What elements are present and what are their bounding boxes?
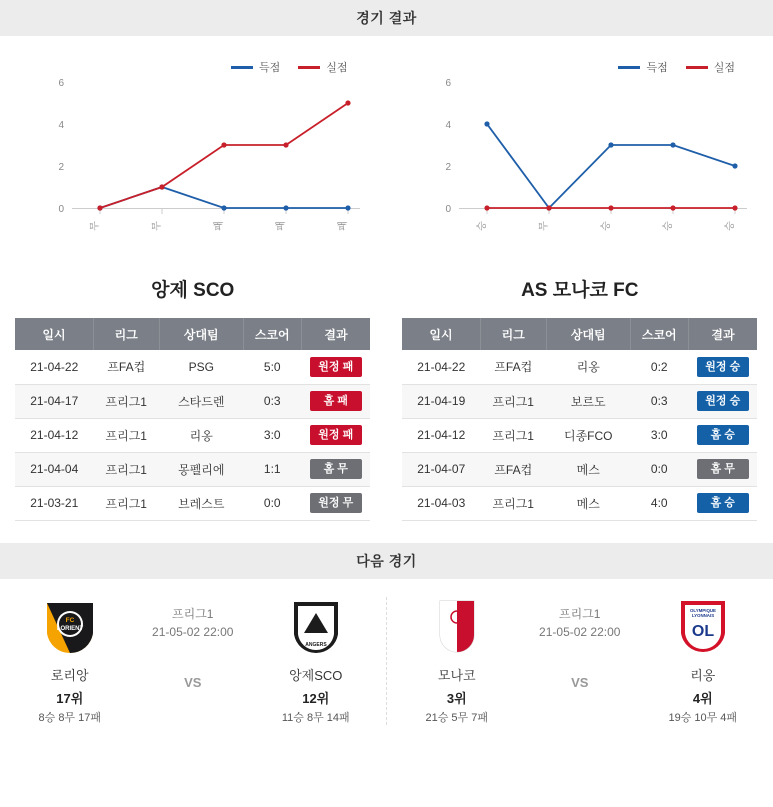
- svg-text:2: 2: [58, 162, 64, 173]
- legend-label-conceded: 실점: [326, 62, 348, 74]
- cell-date: 21-03-21: [15, 486, 93, 520]
- lorient-crest-icon: [41, 597, 99, 655]
- next-match-1-home-name: 로리앙: [50, 667, 89, 683]
- svg-text:FC: FC: [65, 616, 75, 624]
- next-match-2-info: [521, 597, 639, 690]
- svg-text:6: 6: [444, 78, 451, 89]
- cell-date: 21-04-19: [402, 384, 480, 418]
- chart-legend-right: [387, 36, 773, 76]
- cell-result: [301, 384, 370, 418]
- next-match-1-info: [134, 597, 252, 690]
- status-badge: 홈 무: [697, 459, 749, 479]
- chart-legend-left: [0, 36, 386, 76]
- svg-text:승: 승: [724, 221, 736, 231]
- th-date: 일시: [402, 318, 480, 350]
- cell-league: 프리그1: [480, 418, 546, 452]
- status-badge: 원정 패: [310, 357, 362, 377]
- results-panels: [0, 36, 773, 521]
- legend-item-scored-left: [231, 59, 280, 75]
- table-row[interactable]: [402, 350, 757, 384]
- svg-text:2: 2: [444, 162, 451, 173]
- series-conceded-points-left: [97, 100, 350, 210]
- next-match-1: [0, 597, 387, 725]
- cell-result: [301, 350, 370, 384]
- team-title-left: 앙제 SCO: [151, 280, 235, 301]
- cell-date: 21-04-12: [15, 418, 93, 452]
- legend-label-scored: 득점: [258, 62, 281, 74]
- next-match-1-away-name: 앙제SCO: [289, 667, 343, 683]
- cell-opponent: PSG: [159, 350, 243, 384]
- status-badge: 원정 승: [697, 391, 749, 411]
- cell-date: 21-04-22: [402, 350, 480, 384]
- cell-result: [688, 350, 757, 384]
- cell-score: 5:0: [243, 350, 301, 384]
- svg-text:패: 패: [214, 221, 225, 231]
- status-badge: 원정 패: [310, 425, 362, 445]
- next-match-2-vs: VS: [571, 674, 589, 690]
- cell-result: [301, 418, 370, 452]
- table-row[interactable]: [15, 486, 370, 520]
- panel-angers: [0, 36, 387, 521]
- cell-league: 프FA컵: [93, 350, 159, 384]
- status-badge: 홈 무: [310, 459, 362, 479]
- legend-line-conceded-icon: [686, 66, 708, 69]
- svg-text:LYONNAIS: LYONNAIS: [691, 612, 714, 618]
- table-row[interactable]: [15, 384, 370, 418]
- cell-league: 프리그1: [480, 384, 546, 418]
- next-match-2-away-rank: 4위: [692, 690, 713, 706]
- table-row[interactable]: [402, 384, 757, 418]
- cell-score: 1:1: [243, 452, 301, 486]
- next-match-1-home-record: 8승 8무 17패: [38, 711, 101, 724]
- chart-y-axis-right: [445, 78, 451, 215]
- results-header-label: 경기 결과: [356, 10, 417, 26]
- cell-league: 프리그1: [93, 486, 159, 520]
- cell-date: 21-04-07: [402, 452, 480, 486]
- next-match-1-away-record: 11승 8무 14패: [281, 711, 350, 724]
- cell-league: 프FA컵: [480, 452, 546, 486]
- match-table-right: [402, 318, 757, 521]
- monaco-crest-icon: [428, 597, 486, 655]
- cell-score: 3:0: [243, 418, 301, 452]
- svg-text:0: 0: [58, 204, 64, 215]
- status-badge: 원정 무: [310, 493, 362, 513]
- cell-date: 21-04-04: [15, 452, 93, 486]
- cell-date: 21-04-12: [402, 418, 480, 452]
- svg-text:LORIENT: LORIENT: [56, 625, 83, 632]
- svg-text:OL: OL: [691, 622, 714, 640]
- th-result: 결과: [301, 318, 370, 350]
- table-row[interactable]: [402, 418, 757, 452]
- th-result: 결과: [688, 318, 757, 350]
- next-match-1-vs: VS: [184, 674, 202, 690]
- cell-score: 0:3: [630, 384, 688, 418]
- series-scored-line-right: [487, 124, 735, 208]
- results-section-header: [0, 0, 773, 36]
- cell-score: 4:0: [630, 486, 688, 520]
- status-badge: 홈 패: [310, 391, 362, 411]
- legend-item-conceded-right: [686, 59, 735, 75]
- next-match-1-league: 프리그1: [172, 606, 214, 621]
- status-badge: 홈 승: [697, 425, 749, 445]
- match-table-left: [15, 318, 370, 521]
- legend-label-scored: 득점: [646, 62, 668, 74]
- cell-result: [688, 384, 757, 418]
- table-row[interactable]: [15, 350, 370, 384]
- next-match-2-time: 21-05-02 22:00: [539, 624, 621, 639]
- team-title-right: AS 모나코 FC: [521, 280, 639, 301]
- next-match-1-time: 21-05-02 22:00: [152, 624, 234, 639]
- legend-item-conceded-left: [298, 59, 347, 75]
- next-match-1-away-rank: 12위: [302, 690, 330, 706]
- legend-line-scored-icon: [231, 66, 253, 69]
- svg-text:0: 0: [444, 204, 451, 215]
- svg-text:무: 무: [90, 221, 101, 231]
- status-badge: 원정 승: [697, 357, 749, 377]
- cell-date: 21-04-17: [15, 384, 93, 418]
- th-opponent: 상대팀: [159, 318, 243, 350]
- table-row[interactable]: [15, 452, 370, 486]
- cell-opponent: 몽펠리에: [159, 452, 243, 486]
- cell-result: [688, 418, 757, 452]
- cell-opponent: 메스: [546, 452, 630, 486]
- svg-text:승: 승: [476, 221, 488, 231]
- cell-score: 3:0: [630, 418, 688, 452]
- legend-line-conceded-icon: [298, 66, 320, 69]
- cell-opponent: 브레스트: [159, 486, 243, 520]
- th-league: 리그: [93, 318, 159, 350]
- next-match-2-away-record: 19승 10무 4패: [668, 711, 738, 724]
- next-match-2-away[interactable]: [639, 597, 767, 725]
- svg-text:ANGERS: ANGERS: [305, 641, 327, 648]
- next-header-label: 다음 경기: [356, 552, 417, 569]
- panel-monaco: [387, 36, 773, 521]
- cell-opponent: 보르도: [546, 384, 630, 418]
- legend-item-scored-right: [618, 59, 667, 75]
- next-match-1-home[interactable]: [6, 597, 134, 725]
- svg-text:무: 무: [538, 221, 550, 231]
- svg-text:OLYMPIQUE: OLYMPIQUE: [689, 607, 716, 613]
- svg-text:4: 4: [444, 120, 451, 131]
- cell-league: 프리그1: [93, 384, 159, 418]
- cell-league: 프FA컵: [480, 350, 546, 384]
- next-match-2-home-name: 모나코: [437, 667, 476, 683]
- svg-text:무: 무: [152, 221, 163, 231]
- legend-label-conceded: 실점: [713, 62, 735, 74]
- next-match-2-away-name: 리옹: [690, 667, 716, 683]
- series-scored-points-left: [97, 184, 350, 210]
- th-date: 일시: [15, 318, 93, 350]
- cell-score: 0:0: [630, 452, 688, 486]
- legend-line-scored-icon: [618, 66, 640, 69]
- table-header-row-right: [402, 318, 757, 350]
- next-match-2-league: 프리그1: [559, 606, 601, 621]
- status-badge: 홈 승: [697, 493, 749, 513]
- cell-opponent: 스타드렌: [159, 384, 243, 418]
- cell-opponent: 리옹: [159, 418, 243, 452]
- cell-league: 프리그1: [93, 418, 159, 452]
- chart-angers: [0, 76, 386, 261]
- next-match-1-home-rank: 17위: [56, 690, 84, 706]
- cell-opponent: 리옹: [546, 350, 630, 384]
- table-row[interactable]: [15, 418, 370, 452]
- cell-score: 0:2: [630, 350, 688, 384]
- lyon-crest-icon: [674, 597, 732, 655]
- next-match-2-home-record: 21승 5무 7패: [425, 711, 488, 724]
- cell-date: 21-04-22: [15, 350, 93, 384]
- table-row[interactable]: [402, 452, 757, 486]
- next-match-2: [387, 597, 773, 725]
- chart-angers-svg: [0, 76, 386, 261]
- chart-monaco-svg: [387, 76, 773, 261]
- cell-score: 0:0: [243, 486, 301, 520]
- cell-result: [301, 486, 370, 520]
- cell-opponent: 디종FCO: [546, 418, 630, 452]
- cell-date: 21-04-03: [402, 486, 480, 520]
- svg-text:승: 승: [662, 221, 674, 231]
- series-scored-line-left: [100, 187, 348, 208]
- cell-opponent: 메스: [546, 486, 630, 520]
- cell-league: 프리그1: [480, 486, 546, 520]
- table-header-row-left: [15, 318, 370, 350]
- th-league: 리그: [480, 318, 546, 350]
- cell-score: 0:3: [243, 384, 301, 418]
- chart-y-axis-left: [58, 78, 64, 215]
- section-divider: [0, 521, 773, 543]
- th-opponent: 상대팀: [546, 318, 630, 350]
- svg-text:승: 승: [600, 221, 612, 231]
- next-match-2-home-rank: 3위: [446, 690, 467, 706]
- cell-result: [688, 486, 757, 520]
- svg-text:6: 6: [58, 78, 64, 89]
- next-match-2-home[interactable]: [393, 597, 521, 725]
- next-matches: [0, 579, 773, 751]
- next-section-header: [0, 543, 773, 579]
- angers-crest-icon: [287, 597, 345, 655]
- cell-result: [688, 452, 757, 486]
- series-conceded-line-left: [100, 103, 348, 208]
- svg-text:패: 패: [276, 221, 287, 231]
- cell-league: 프리그1: [93, 452, 159, 486]
- chart-monaco: [387, 76, 773, 261]
- next-match-1-away[interactable]: [252, 597, 380, 725]
- table-row[interactable]: [402, 486, 757, 520]
- th-score: 스코어: [630, 318, 688, 350]
- series-scored-points-right: [484, 121, 737, 210]
- th-score: 스코어: [243, 318, 301, 350]
- cell-result: [301, 452, 370, 486]
- svg-text:패: 패: [338, 221, 349, 231]
- svg-text:4: 4: [58, 120, 64, 131]
